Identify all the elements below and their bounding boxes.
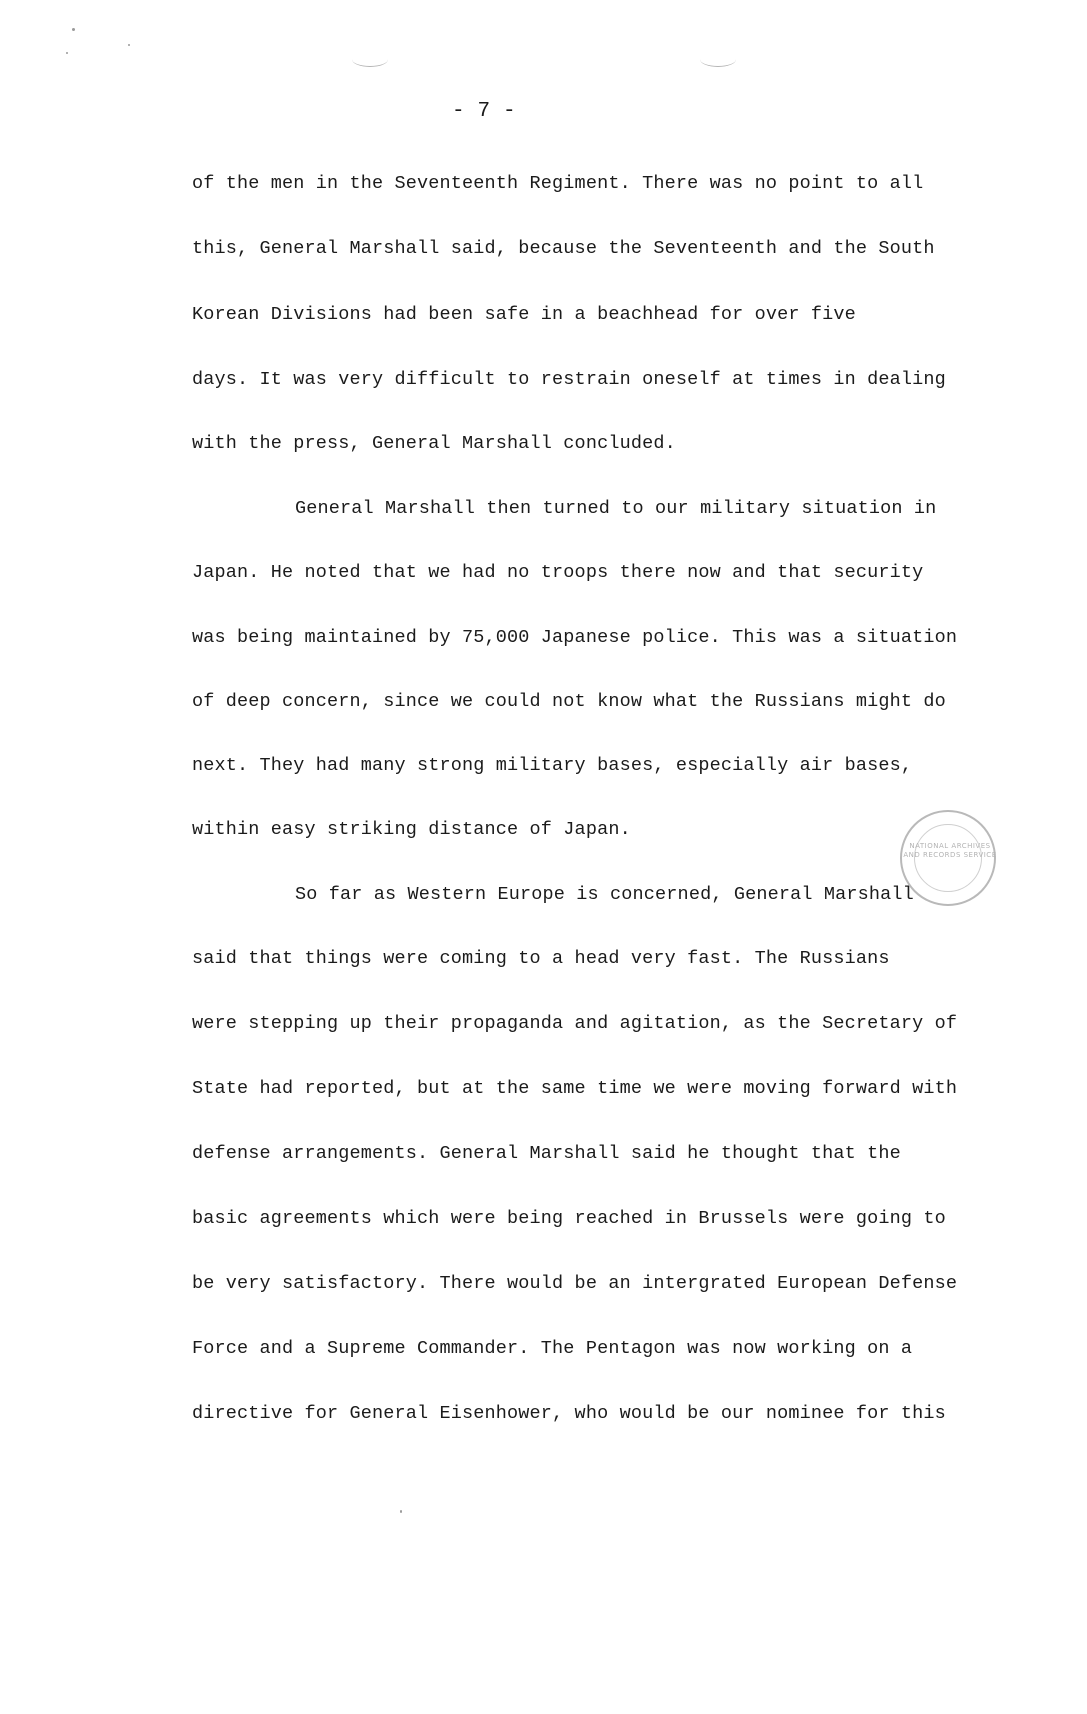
body-line: within easy striking distance of Japan. bbox=[192, 819, 631, 840]
punch-hole-mark-left bbox=[352, 52, 388, 67]
scan-speck bbox=[128, 44, 130, 46]
body-line: days. It was very difficult to restrain oneself at times in dealing bbox=[192, 369, 946, 390]
body-line: be very satisfactory. There would be an intergrated European Defense bbox=[192, 1273, 958, 1294]
scan-speck bbox=[400, 1510, 402, 1513]
page-number: - 7 - bbox=[452, 100, 516, 123]
body-line: of deep concern, since we could not know what the Russians might do bbox=[192, 691, 946, 712]
body-line: with the press, General Marshall concluded. bbox=[192, 433, 676, 454]
body-line: next. They had many strong military bases, especially air bases, bbox=[192, 755, 913, 776]
archives-stamp bbox=[900, 810, 996, 906]
body-line: said that things were coming to a head very fast. The Russians bbox=[192, 948, 890, 969]
body-line: of the men in the Seventeenth Regiment. There was no point to all bbox=[192, 173, 924, 194]
body-line: basic agreements which were being reached in Brussels were going to bbox=[192, 1208, 946, 1229]
body-line: defense arrangements. General Marshall said he thought that the bbox=[192, 1143, 901, 1164]
body-line: directive for General Eisenhower, who would be our nominee for this bbox=[192, 1403, 946, 1424]
body-line: So far as Western Europe is concerned, General Marshall bbox=[295, 884, 914, 905]
body-line: General Marshall then turned to our military situation in bbox=[295, 498, 937, 519]
body-line: was being maintained by 75,000 Japanese police. This was a situation bbox=[192, 627, 958, 648]
body-line: Force and a Supreme Commander. The Pentagon was now working on a bbox=[192, 1338, 913, 1359]
body-line: Japan. He noted that we had no troops there now and that security bbox=[192, 562, 924, 583]
scan-speck bbox=[66, 52, 68, 54]
body-line: this, General Marshall said, because the Seventeenth and the South bbox=[192, 238, 935, 259]
punch-hole-mark-right bbox=[700, 52, 736, 67]
body-line: Korean Divisions had been safe in a beachhead for over five bbox=[192, 304, 856, 325]
archives-stamp-text: NATIONAL ARCHIVES AND RECORDS SERVICE bbox=[903, 842, 997, 859]
body-line: State had reported, but at the same time we were moving forward with bbox=[192, 1078, 958, 1099]
scan-speck bbox=[72, 28, 75, 31]
body-line: were stepping up their propaganda and agitation, as the Secretary of bbox=[192, 1013, 958, 1034]
